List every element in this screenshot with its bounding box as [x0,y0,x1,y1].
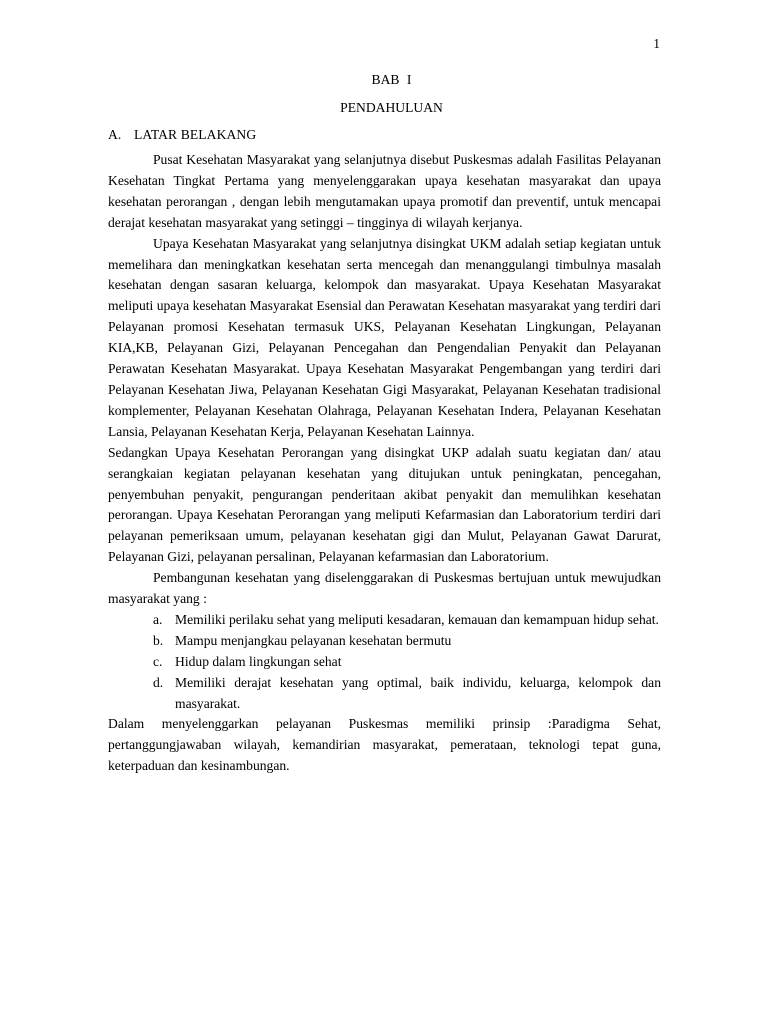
list-marker: c. [153,653,163,669]
paragraph-puskesmas-definition: Pusat Kesehatan Masyarakat yang selanjutnya disebut Puskesmas adalah Fasilitas Pelayanan Kesehatan Tingkat Pertama yang menyelenggarakan upaya kesehatan masyarakat dan upaya kesehatan perorangan , dengan lebih mengutamakan upaya promotif dan preventif, untuk mencapai derajat kesehatan masyarakat yang setinggi – tingginya di wilayah kerjanya. [108,152,661,230]
list-marker: b. [153,632,164,648]
page-number: 1 [653,36,660,51]
list-item-text: Memiliki perilaku sehat yang meliputi kesadaran, kemauan dan kemampuan hidup sehat. [175,611,659,627]
list-item [108,652,661,673]
section-title: LATAR BELAKANG [134,127,257,142]
list-item [108,673,661,715]
paragraph-ukm: Upaya Kesehatan Masyarakat yang selanjutnya disingkat UKM adalah setiap kegiatan untuk memelihara dan meningkatkan kesehatan serta mencegah dan menanggulangi timbulnya masalah kesehatan dengan sasaran keluarga, kelompok dan masyarakat. Upaya Kesehatan Masyarakat meliputi upaya kesehatan Masyarakat Esensial dan Perawatan Kesehatan masyarakat yang terdiri dari Pelayanan promosi Kesehatan termasuk UKS, Pelayanan Kesehatan Lingkungan, Pelayanan KIA,KB, Pelayanan Gizi, Pelayanan Pencegahan dan Pengendalian Penyakit dan Pelayanan Perawatan Kesehatan Masyarakat. Upaya Kesehatan Masyarakat Pengembangan yang terdiri dari Pelayanan Kesehatan Jiwa, Pelayanan Kesehatan Gigi Masyarakat, Pelayanan Kesehatan tradisional komplementer, Pelayanan Kesehatan Olahraga, Pelayanan Kesehatan Indera, Pelayanan Kesehatan Lansia, Pelayanan Kesehatan Kerja, Pelayanan Kesehatan Lainnya. [108,235,661,439]
list-item [108,610,661,631]
list-item-text: Memiliki derajat kesehatan yang optimal, baik individu, keluarga, kelompok dan masyarakat. [175,674,661,711]
chapter-title: PENDAHULUAN [340,100,443,115]
paragraph-development-goal: Pembangunan kesehatan yang diselenggarakan di Puskesmas bertujuan untuk mewujudkan masyarakat yang : [108,570,661,607]
list-item-text: Hidup dalam lingkungan sehat [175,653,342,669]
section-letter: A. [108,127,122,142]
list-marker: d. [153,674,164,690]
chapter-number: BAB I [371,72,412,87]
list-item [108,631,661,652]
list-marker: a. [153,611,163,627]
page-content [108,70,661,777]
list-item-text: Mampu menjangkau pelayanan kesehatan bermutu [175,632,452,648]
paragraph-ukp: Sedangkan Upaya Kesehatan Perorangan yang disingkat UKP adalah suatu kegiatan dan/ atau serangkaian kegiatan pelayanan kesehatan yang ditujukan untuk peningkatan, pencegahan, penyembuhan penyakit, pengurangan penderitaan akibat penyakit dan memulihkan kesehatan perorangan. Upaya Kesehatan Perorangan yang meliputi Kefarmasian dan Laboratorium terdiri dari pelayanan pemeriksaan umum, pelayanan kesehatan gigi dan Mulut, Pelayanan Gawat Darurat, Pelayanan Gizi, pelayanan persalinan, Pelayanan kefarmasian dan Laboratorium. [108,444,661,565]
section-heading [108,125,661,145]
paragraph-principles: Dalam menyelenggarkan pelayanan Puskesmas memiliki prinsip :Paradigma Sehat, pertanggungjawaban wilayah, kemandirian masyarakat, pemerataan, teknologi tepat guna, keterpaduan dan kesinambungan. [108,716,661,774]
goal-list [108,610,661,715]
